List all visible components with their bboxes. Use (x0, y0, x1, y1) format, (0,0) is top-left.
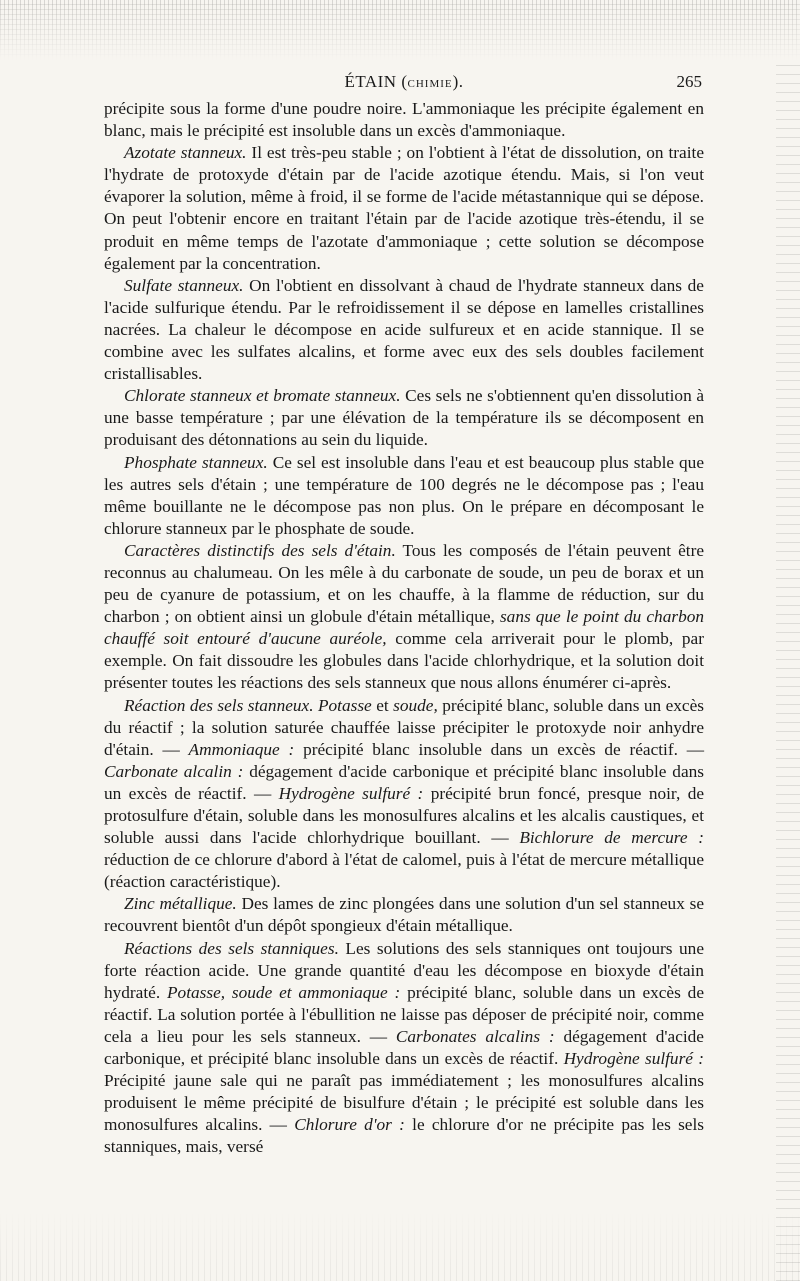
text-run: Les solutions des sels stanniques ont toujours une forte réaction acide. Une grande quantité d'eau les décompose en bioxyde d'étain hydraté. (104, 938, 704, 1002)
italic-run: Zinc métallique. (124, 894, 237, 914)
italic-run: Phosphate stanneux. (124, 452, 268, 472)
text-run: dégagement d'acide carbonique, et précipité blanc insoluble dans un excès de réactif. (104, 1026, 704, 1069)
scan-noise-top (0, 0, 800, 60)
text-run: On l'obtient en dissolvant à chaud de l'hydrate stanneux dans de l'acide sulfurique étendu. Par le refroidissement il se dépose en lamelles cristallines nacrées. La chaleur le décompose en acide sulfureux et en acide stannique. Il se combine avec les sulfates alcalins, et forme avec eux des sels doubles facilement cristallisables. (104, 275, 704, 384)
running-header (104, 72, 704, 96)
paragraph (104, 938, 704, 1159)
italic-run: Réactions des sels stanniques. (124, 938, 339, 958)
body-text (104, 98, 704, 1159)
page-number: 265 (676, 72, 702, 91)
italic-run: Bichlorure de mercure : (519, 828, 704, 848)
paragraph (104, 385, 704, 451)
italic-run: sans que le point du charbon chauffé soit entouré d'aucune auréole, (104, 607, 704, 649)
text-run: précipité blanc, soluble dans un excès de réactif. La solution portée à l'ébullition ne laisse pas déposer de précipité noir, comme cela a lieu pour les sels stanneux. — (104, 982, 704, 1046)
text-run: précipité blanc, soluble dans un excès du réactif ; la solution saturée chauffée laisse précipiter le protoxyde noir anhydre d'étain. — (104, 695, 704, 759)
text-run: dégagement d'acide carbonique et précipité blanc insoluble dans un excès de réactif. — (104, 761, 704, 803)
text-run: précipite sous la forme d'une poudre noire. L'ammoniaque les précipite également en blanc, mais le précipité est insoluble dans un excès d'ammoniaque. (104, 99, 704, 141)
italic-run: Carbonates alcalins : (395, 1026, 555, 1046)
paragraph (104, 540, 704, 695)
text-run: réduction de ce chlorure d'abord à l'état de calomel, puis à l'état de mercure métallique (réaction caractéristique). (104, 850, 704, 892)
text-run: Ce sel est insoluble dans l'eau et est beaucoup plus stable que les autres sels d'étain ; une température de 100 degrés ne le décompose pas ; l'eau même bouillante ne le décompose pas non plus. On le prépare en décomposant le chlorure stanneux par le phosphate de soude. (104, 452, 704, 538)
running-title-end: ). (452, 72, 464, 91)
italic-run: Chlorate stanneux et bromate stanneux. (124, 386, 401, 406)
text-run: comme cela arriverait pour le plomb, par exemple. On fait dissoudre les globules dans l'acide chlorhydrique, et la solution doit présenter toutes les réactions des sels stanneux que nous allons énumérer ci-après. (104, 629, 704, 693)
text-run: Des lames de zinc plongées dans une solution d'un sel stanneux se recouvrent bientôt d'un dépôt spongieux d'étain métallique. (104, 894, 705, 936)
text-run: précipité blanc insoluble dans un excès de réactif. — (294, 739, 704, 759)
running-title-main: ÉTAIN ( (344, 72, 408, 91)
running-title (104, 72, 704, 92)
text-run: précipité brun foncé, presque noir, de protosulfure d'étain, soluble dans les monosulfures alcalins et les alcalis caustiques, et soluble aussi dans l'acide chlorhydrique bouillant. — (104, 783, 705, 848)
italic-run: Caractères distinctifs des sels d'étain. (124, 540, 396, 560)
italic-run: Sulfate stanneux. (124, 275, 244, 295)
italic-run: Potasse, soude et ammoniaque : (167, 982, 401, 1002)
paragraph (104, 893, 704, 937)
text-run: le chlorure d'or ne précipite pas les sels stanniques, mais, versé (104, 1115, 704, 1157)
paragraph (104, 695, 704, 894)
italic-run: soude, (393, 695, 438, 715)
paragraph (104, 275, 704, 385)
scan-noise-bottom (0, 1211, 800, 1281)
italic-run: Ammoniaque : (188, 739, 295, 759)
text-run: et (371, 695, 394, 715)
italic-run: Carbonate alcalin : (104, 761, 244, 781)
paragraph (104, 98, 704, 142)
text-run: Ces sels ne s'obtiennent qu'en dissolution à une basse température ; par une élévation de la température ils se décomposent en produisant des détonnations au sein du liquide. (104, 386, 704, 450)
italic-run: Chlorure d'or : (294, 1115, 405, 1135)
scan-noise-right (776, 60, 800, 1281)
text-run: Tous les composés de l'étain peuvent être reconnus au chalumeau. On les mêle à du carbonate de soude, un peu de borax et un peu de cyanure de potassium, et on les chauffe, à la flamme de réduction, sur du charbon ; on obtient ainsi un globule d'étain métallique, (104, 540, 704, 627)
text-run: Précipité jaune sale qui ne paraît pas immédiatement ; les monosulfures alcalins produisent le même précipité de bisulfure d'étain ; le précipité est soluble dans les monosulfures alcalins. — (104, 1071, 704, 1135)
text-run: Il est très-peu stable ; on l'obtient à l'état de dissolution, on traite l'hydrate de protoxyde d'étain par de l'acide azotique étendu. Mais, si l'on veut évaporer la solution, même à froid, il se forme de l'acide métastannique qui se dépose. On peut l'obtenir encore en traitant l'étain par de l'acide azotique très-étendu, il se produit en même temps de l'azotate d'ammoniaque ; cette solution se décompose également par la concentration. (104, 143, 704, 273)
paragraph (104, 452, 704, 540)
running-title-smallcaps: CHIMIE (407, 78, 453, 90)
italic-run: Hydrogène sulfuré : (563, 1049, 704, 1069)
italic-run: Hydrogène sulfuré : (278, 783, 424, 803)
paragraph (104, 142, 704, 275)
italic-run: Réaction des sels stanneux. Potasse (124, 695, 372, 715)
italic-run: Azotate stanneux. (124, 143, 247, 163)
